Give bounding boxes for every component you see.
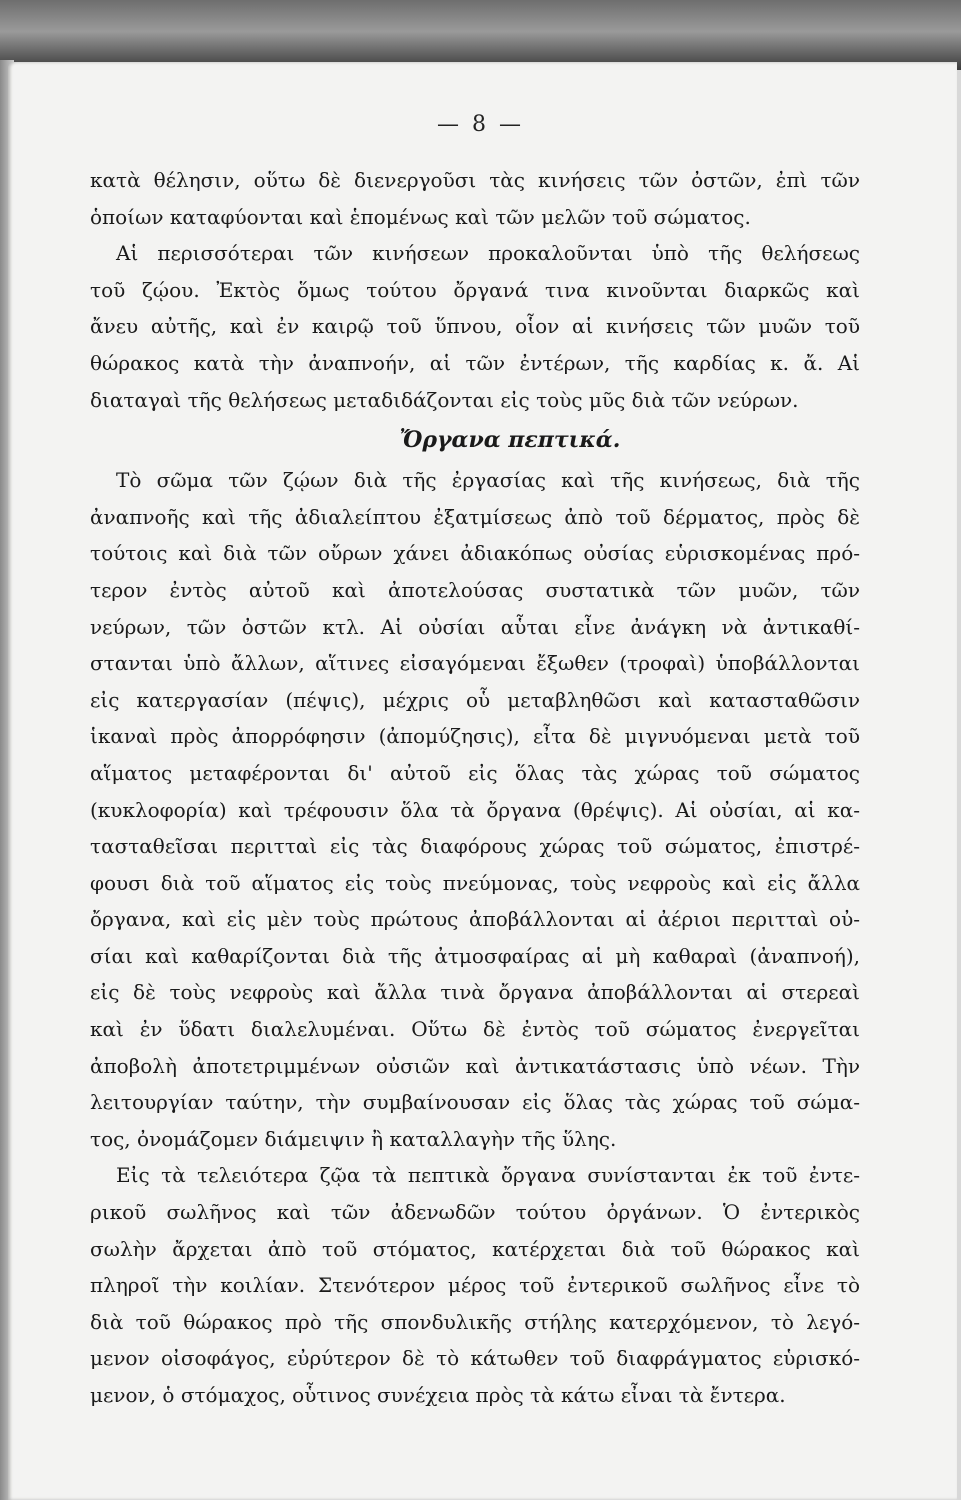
text-line: Εἰς τὰ τελειότερα ζῷα τὰ πεπτικὰ ὄργανα συνίστανται ἐκ τοῦ ἐντε- (116, 1163, 860, 1188)
text-line: τούτοις καὶ διὰ τῶν οὔρων χάνει ἀδιακόπως οὐσίας εὑρισκομένας πρό- (90, 541, 860, 566)
text-line: σίαι καὶ καθαρίζονται διὰ τῆς ἀτμοσφαίρας αἱ μὴ καθαραὶ (ἀναπνοή), (90, 943, 860, 968)
section-heading: Ὄργανα πεπτικά. (399, 427, 621, 454)
text-line: ἀποβολὴ ἀποτετριμμένων οὐσιῶν καὶ ἀντικατάστασις ὑπὸ νέων. Τὴν (90, 1053, 860, 1078)
text-line: τερον ἐντὸς αὐτοῦ καὶ ἀποτελούσας συστατικὰ τῶν μυῶν, τῶν (90, 577, 860, 602)
text-line: εἰς κατεργασίαν (πέψις), μέχρις οὗ μεταβληθῶσι καὶ κατασταθῶσιν (90, 687, 860, 712)
text-line: ἱκαναὶ πρὸς ἀπορρόφησιν (ἀπομύζησις), εἶτα δὲ μιγνυόμεναι μετὰ τοῦ (90, 724, 860, 749)
text-line: τασταθεῖσαι περιτταὶ εἰς τὰς διαφόρους χώρας τοῦ σώματος, ἐπιστρέ- (90, 834, 860, 859)
text-line: ρικοῦ σωλῆνος καὶ τῶν ἀδενωδῶν τούτου ὀργάνων. Ὁ ἐντερικὸς (90, 1200, 860, 1225)
text-line: διὰ τοῦ θώρακος πρὸ τῆς σπονδυλικῆς στήλης κατερχόμενον, τὸ λεγό- (90, 1309, 860, 1334)
text-line: νεύρων, τῶν ὀστῶν κτλ. Αἱ οὐσίαι αὗται εἶνε ἀνάγκη νὰ ἀντικαθί- (90, 614, 860, 639)
text-line: φουσι διὰ τοῦ αἵματος εἰς τοὺς πνεύμονας, τοὺς νεφροὺς καὶ εἰς ἄλλα (90, 870, 860, 895)
page-number: — 8 — (437, 112, 524, 137)
text-line: μενον οἰσοφάγος, εὐρύτερον δὲ τὸ κάτωθεν τοῦ διαφράγματος εὑρισκό- (90, 1346, 860, 1371)
page-text (90, 162, 860, 1414)
scan-top-edge (0, 0, 961, 70)
text-line: (κυκλοφορία) καὶ τρέφουσιν ὅλα τὰ ὄργανα (θρέψις). Αἱ οὐσίαι, αἱ κα- (90, 797, 860, 822)
text-line: Τὸ σῶμα τῶν ζῴων διὰ τῆς ἐργασίας καὶ τῆς κινήσεως, διὰ τῆς (116, 468, 860, 493)
text-line: ὁποίων καταφύονται καὶ ἑπομένως καὶ τῶν μελῶν τοῦ σώματος. (90, 204, 751, 229)
text-line: διαταγαὶ τῆς θελήσεως μεταδιδάζονται εἰς τοὺς μῦς διὰ τῶν νεύρων. (90, 387, 799, 412)
text-line: στανται ὑπὸ ἄλλων, αἵτινες εἰσαγόμεναι ἔξωθεν (τροφαὶ) ὑποβάλλονται (90, 651, 860, 676)
text-line: καὶ ἐν ὕδατι διαλελυμέναι. Οὕτω δὲ ἐντὸς τοῦ σώματος ἐνεργεῖται (90, 1017, 860, 1042)
text-line: τοῦ ζῴου. Ἐκτὸς ὅμως τούτου ὄργανά τινα κινοῦνται διαρκῶς καὶ (90, 277, 860, 302)
text-line: ὄργανα, καὶ εἰς μὲν τοὺς πρώτους ἀποβάλλονται αἱ ἀέριοι περιτταὶ οὐ- (90, 907, 860, 932)
text-line: αἵματος μεταφέρονται δι' αὐτοῦ εἰς ὅλας τὰς χώρας τοῦ σώματος (90, 760, 860, 785)
text-line: λειτουργίαν ταύτην, τὴν συμβαίνουσαν εἰς ὅλας τὰς χώρας τοῦ σώμα- (90, 1090, 860, 1115)
text-line: ἄνευ αὐτῆς, καὶ ἐν καιρῷ τοῦ ὕπνου, οἷον αἱ κινήσεις τῶν μυῶν τοῦ (90, 314, 860, 339)
text-line: εἰς δὲ τοὺς νεφροὺς καὶ ἄλλα τινὰ ὄργανα ἀποβάλλονται αἱ στερεαὶ (90, 980, 860, 1005)
text-line: σωλὴν ἄρχεται ἀπὸ τοῦ στόματος, κατέρχεται διὰ τοῦ θώρακος καὶ (90, 1236, 860, 1261)
text-line: πληροῖ τὴν κοιλίαν. Στενότερον μέρος τοῦ ἐντερικοῦ σωλῆνος εἶνε τὸ (90, 1273, 860, 1298)
text-line: θώρακος κατὰ τὴν ἀναπνοήν, αἱ τῶν ἐντέρων, τῆς καρδίας κ. ἄ. Αἱ (90, 350, 860, 375)
text-line: Αἱ περισσότεραι τῶν κινήσεων προκαλοῦνται ὑπὸ τῆς θελήσεως (116, 241, 860, 266)
text-line: τος, ὀνομάζομεν διάμειψιν ἢ καταλλαγὴν τῆς ὕλης. (90, 1126, 617, 1151)
text-line: μενον, ὁ στόμαχος, οὗτινος συνέχεια πρὸς τὰ κάτω εἶναι τὰ ἔντερα. (90, 1383, 786, 1407)
text-line: ἀναπνοῆς καὶ τῆς ἀδιαλείπτου ἐξατμίσεως ἀπὸ τοῦ δέρματος, πρὸς δὲ (90, 504, 860, 529)
text-line: κατὰ θέλησιν, οὕτω δὲ διενεργοῦσι τὰς κινήσεις τῶν ὀστῶν, ἐπὶ τῶν (90, 168, 860, 192)
